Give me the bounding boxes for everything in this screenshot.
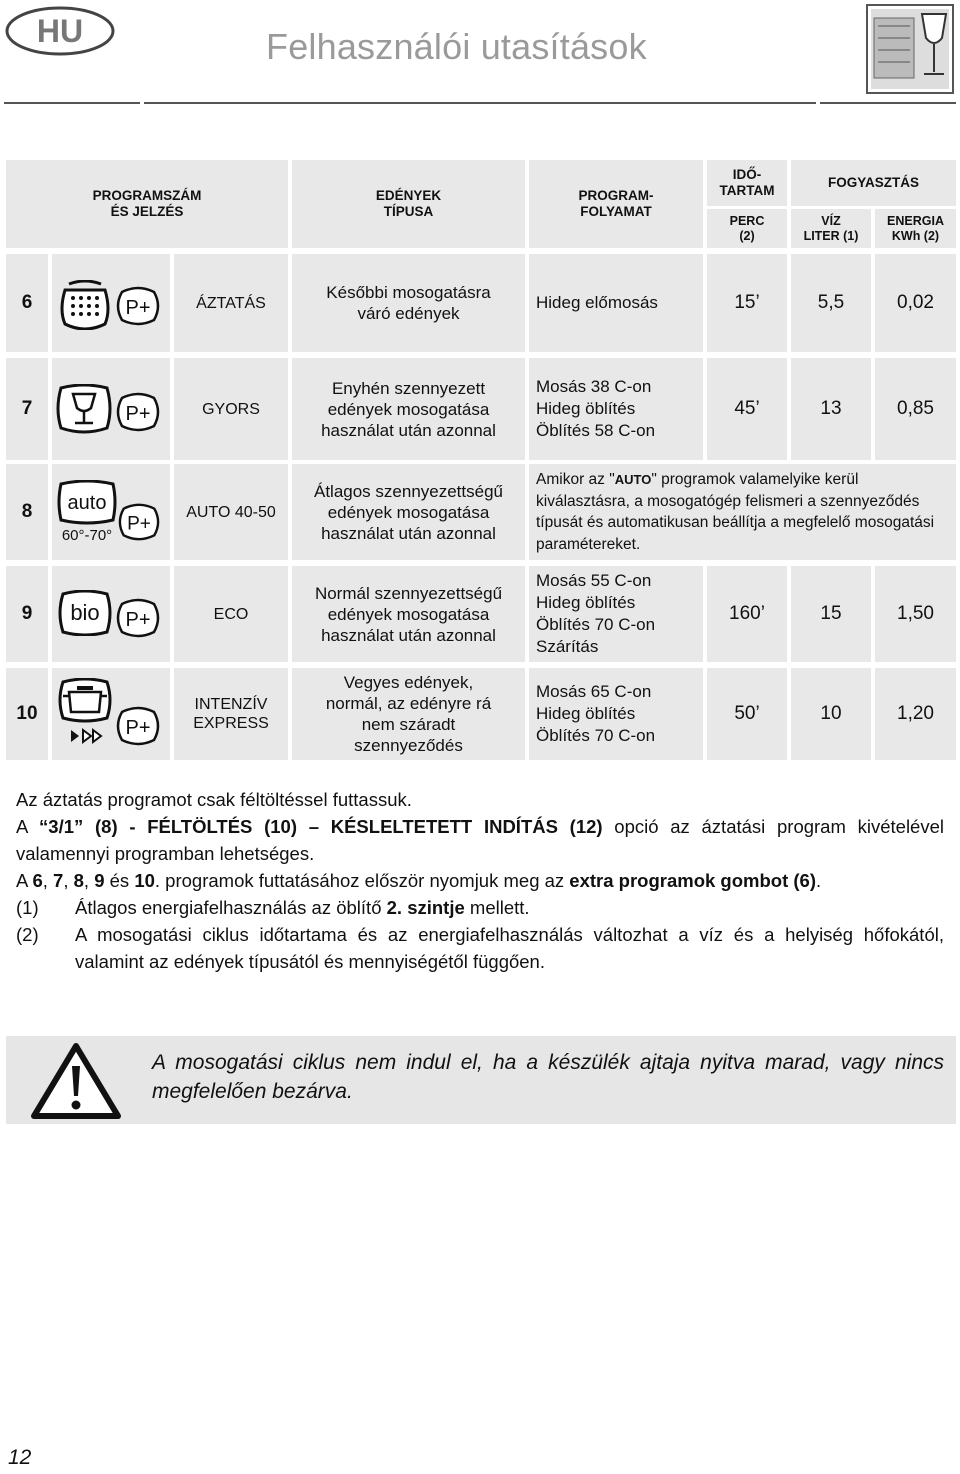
p-plus-icon	[118, 502, 160, 542]
note-text: Átlagos energiafelhasználás az öblítő	[75, 897, 387, 918]
header-water	[791, 209, 871, 248]
program-name	[174, 668, 288, 760]
note-extra-programs	[16, 867, 944, 894]
header-duration	[707, 160, 787, 206]
process-text: Öblítés 70 C-on	[536, 726, 656, 745]
note-text: mellett.	[464, 897, 530, 918]
header-text: TARTAM	[719, 183, 775, 198]
water-liters: 5,5	[791, 254, 871, 352]
p-plus-label: P+	[127, 513, 151, 535]
dishwasher-glass-icon	[866, 4, 954, 94]
header-text: KWh (2)	[891, 228, 940, 243]
header-text: FOLYAMAT	[580, 204, 652, 219]
energy-kwh: 1,20	[875, 668, 956, 760]
note-bold: 6	[32, 870, 43, 891]
header-program-number	[6, 160, 288, 248]
process-text: Mosás 65 C-on	[536, 682, 652, 701]
rule-gap	[816, 101, 820, 105]
program-process	[529, 254, 703, 352]
footnote-1	[16, 894, 944, 921]
note-text: ,	[83, 870, 95, 891]
note-text: " programok valamelyike kerül kiválasztásra, a mosogatógép felismeri a szennyeződés típusát és automatikusan beállítja a megfelelő mosogatási paramétereket.	[536, 471, 935, 553]
process-text: Hideg öblítés	[536, 593, 636, 612]
note-text: . programok futtatásához először nyomjuk meg az	[154, 870, 570, 891]
footnote-2	[16, 921, 944, 975]
dish-text: használat után azonnal	[321, 523, 496, 543]
dish-text: edények mosogatása	[327, 604, 490, 624]
header-text: FOGYASZTÁS	[827, 175, 919, 190]
note-text: ,	[63, 870, 74, 891]
process-text: Hideg öblítés	[536, 399, 636, 418]
dish-text: normál, az edényre rá	[325, 694, 492, 713]
dish-text: Későbbi mosogatásra	[326, 283, 491, 302]
note-text: és	[104, 870, 135, 891]
p-plus-icon	[116, 286, 160, 326]
auto-icon-text: auto	[67, 492, 107, 514]
dish-type	[292, 254, 525, 352]
duration-minutes: 15’	[707, 254, 787, 352]
header-text: PROGRAMSZÁM	[92, 188, 202, 203]
bio-icon-text: bio	[70, 600, 100, 625]
process-text: Szárítás	[536, 637, 599, 656]
dish-text: nem száradt	[361, 715, 456, 734]
dish-text: Vegyes edények,	[343, 673, 474, 692]
program-name-text: EXPRESS	[193, 715, 269, 732]
note-text: opció az áztatási program kivételével valamennyi programban lehetséges.	[16, 816, 944, 864]
header-text: PERC	[729, 213, 765, 228]
header-dish-type	[292, 160, 525, 248]
header-text: LITER (1)	[803, 228, 859, 243]
header-text: ÉS JELZÉS	[110, 204, 184, 219]
program-name	[174, 358, 288, 460]
program-name-text: ÁZTATÁS	[196, 294, 266, 312]
note-text: .	[816, 870, 822, 891]
p-plus-icon	[116, 598, 160, 638]
duration-minutes: 45’	[707, 358, 787, 460]
header-consumption	[791, 160, 956, 206]
auto-60-70-icon	[57, 480, 117, 544]
dish-text: edények mosogatása	[327, 399, 490, 419]
program-number: 9	[6, 566, 48, 662]
footnote-text: A mosogatási ciklus időtartama és az energiafelhasználás változhat a víz és a helyiség hőfokától, valamint az edények típusától és mennyiségétől függően.	[75, 924, 944, 972]
dish-type	[292, 566, 525, 662]
header-text: VÍZ	[821, 213, 841, 228]
header-text: PROGRAM-	[578, 188, 654, 203]
p-plus-label: P+	[125, 297, 151, 319]
auto-keyword: AUTO	[614, 472, 652, 487]
dish-text: Enyhén szennyezett	[331, 378, 486, 398]
water-liters: 13	[791, 358, 871, 460]
note-bold: extra programok gombot (6)	[569, 870, 816, 891]
pot-express-icon	[57, 678, 113, 748]
program-number: 6	[6, 254, 48, 352]
note-bold: 9	[94, 870, 105, 891]
footnote-mark: (2)	[16, 924, 39, 945]
program-process	[529, 358, 703, 460]
pre-wash-shower-icon	[57, 280, 113, 330]
header-energy	[875, 209, 956, 248]
bio-icon	[57, 590, 113, 636]
note-bold: “3/1” (8) - FÉLTÖLTÉS (10) – KÉSLELTETETT INDÍTÁS (12)	[39, 816, 603, 837]
process-text: Mosás 38 C-on	[536, 377, 652, 396]
water-liters: 10	[791, 668, 871, 760]
country-badge	[4, 4, 116, 58]
header-rule	[4, 102, 956, 104]
note-bold: 10	[134, 870, 155, 891]
energy-kwh: 1,50	[875, 566, 956, 662]
program-name	[174, 464, 288, 560]
dish-text: Átlagos szennyezettségű	[313, 481, 503, 501]
note-bold: 8	[73, 870, 84, 891]
note-text: ,	[42, 870, 54, 891]
note-text: A	[16, 816, 40, 837]
rule-gap	[140, 101, 144, 105]
dish-text: Normál szennyezettségű	[314, 583, 503, 603]
process-text: Mosás 55 C-on	[536, 571, 652, 590]
program-name-text: AUTO 40-50	[186, 503, 276, 521]
auto-icon-temp: 60°-70°	[61, 527, 113, 544]
program-name	[174, 566, 288, 662]
program-process	[529, 668, 703, 760]
country-code-text: HU	[36, 13, 84, 49]
water-liters: 15	[791, 566, 871, 662]
program-name-text: ECO	[213, 605, 249, 623]
header-minutes	[707, 209, 787, 248]
process-text: Hideg előmosás	[536, 293, 658, 312]
warning-text: A mosogatási ciklus nem indul el, ha a készülék ajtaja nyitva marad, vagy nincs megfelelően bezárva.	[152, 1051, 944, 1103]
program-number: 10	[6, 668, 48, 760]
dish-text: edények mosogatása	[327, 502, 490, 522]
warning-triangle-icon	[30, 1042, 122, 1120]
p-plus-icon	[116, 392, 160, 432]
header-text: IDŐ-	[732, 167, 762, 182]
dish-type	[292, 668, 525, 760]
note-soak: Az áztatás programot csak féltöltéssel futtassuk.	[16, 789, 412, 810]
footnote-text	[75, 894, 944, 921]
program-process	[529, 566, 703, 662]
note-text: Amikor az "	[536, 471, 615, 488]
header-text: TÍPUSA	[383, 204, 434, 219]
page-title: Felhasználói utasítások	[266, 26, 647, 67]
dish-type	[292, 358, 525, 460]
program-name	[174, 254, 288, 352]
header-text: (2)	[739, 228, 755, 243]
program-number: 7	[6, 358, 48, 460]
note-options	[16, 813, 944, 867]
glass-icon	[55, 384, 113, 434]
dish-text: szennyeződés	[354, 736, 463, 755]
header-text: ENERGIA	[887, 213, 944, 228]
page-number: 12	[8, 1446, 32, 1469]
p-plus-label: P+	[125, 609, 151, 631]
footnote-mark: (1)	[16, 897, 39, 918]
dish-type	[292, 464, 525, 560]
note-text: A	[16, 870, 33, 891]
header-program-process	[529, 160, 703, 248]
process-text: Öblítés 70 C-on	[536, 615, 656, 634]
p-plus-label: P+	[125, 403, 151, 425]
program-name-text: GYORS	[202, 400, 260, 418]
duration-minutes: 160’	[707, 566, 787, 662]
auto-program-note	[529, 464, 956, 560]
dish-text: váró edények	[357, 304, 460, 323]
p-plus-icon	[116, 706, 160, 746]
note-bold: 2. szintje	[386, 897, 465, 918]
header-text: EDÉNYEK	[375, 188, 442, 203]
process-text: Öblítés 58 C-on	[536, 421, 656, 440]
p-plus-label: P+	[125, 717, 151, 739]
notes-section	[16, 786, 944, 975]
energy-kwh: 0,02	[875, 254, 956, 352]
process-text: Hideg öblítés	[536, 704, 636, 723]
dish-text: használat után azonnal	[321, 625, 496, 645]
dish-text: használat után azonnal	[321, 420, 496, 440]
note-bold: 7	[53, 870, 64, 891]
duration-minutes: 50’	[707, 668, 787, 760]
program-name-text: INTENZÍV	[194, 696, 268, 713]
program-number: 8	[6, 464, 48, 560]
energy-kwh: 0,85	[875, 358, 956, 460]
